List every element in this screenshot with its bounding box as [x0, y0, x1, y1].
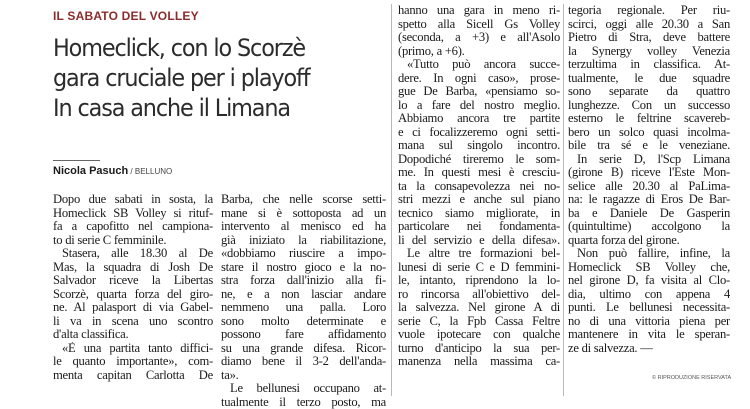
text-line: ta la consapevolezza nei no- — [398, 180, 560, 194]
text-line: Abbiamo ancora tre partite — [398, 112, 560, 126]
text-line: to di serie C femminile. — [53, 234, 213, 248]
copyright-notice: © RIPRODUZIONE RISERVATA — [652, 375, 731, 381]
text-line: Pietro di Stra, deve battere — [568, 31, 730, 45]
text-line: lo a fare del nostro meglio. — [398, 99, 560, 113]
column-separator-2 — [563, 4, 564, 396]
section-kicker: IL SABATO DEL VOLLEY — [53, 9, 199, 23]
text-line: serie C, la Fpb Cassa Feltre — [398, 315, 560, 329]
text-line: (primo, a +6). — [398, 45, 560, 59]
text-line: particolare nei fondamenta- — [398, 220, 560, 234]
text-line: già iniziato la riabilitazione, — [221, 234, 386, 248]
text-line: fa a capofitto nel campiona- — [53, 220, 213, 234]
column-4 — [568, 4, 730, 355]
text-line: (girone B) riceve l'Este Mon- — [568, 166, 730, 180]
column-3 — [398, 4, 560, 369]
headline-line-1: Homeclick, con lo Scorzè — [53, 33, 365, 63]
text-line: «dobbiamo riuscire a impo- — [221, 247, 386, 261]
text-line: me. In questi mesi è cresciu- — [398, 166, 560, 180]
text-line: le quanto importante», com- — [53, 355, 213, 369]
text-line: Stasera, alle 18.30 al De — [53, 247, 213, 261]
text-line: li va in scena uno scontro — [53, 315, 213, 329]
text-line: bile tra sé e le veneziane. — [568, 139, 730, 153]
text-line: Homeclick SB Volley si rituf- — [53, 207, 213, 221]
text-line: d'alta classifica. — [53, 328, 213, 342]
text-line: lunesi di serie C e D femmini- — [398, 261, 560, 275]
text-line: Barba, che nelle scorse setti- — [221, 193, 386, 207]
text-line: «Tutto può ancora succe- — [398, 58, 560, 72]
text-line: Mas, la squadra di Josh De — [53, 261, 213, 275]
text-line: sono molto determinate e — [221, 315, 386, 329]
text-line: e ci focalizzeremo ogni setti- — [398, 126, 560, 140]
author-name: Nicola Pasuch — [53, 165, 128, 177]
text-line: nemmeno una palla. Loro — [221, 301, 386, 315]
byline-rule — [53, 160, 100, 161]
text-line: li del servizio e della difesa». — [398, 234, 560, 248]
text-line: stra forza dall'inizio alla fi- — [221, 274, 386, 288]
text-line: mane si è sottoposta ad un — [221, 207, 386, 221]
text-line: tecnico siamo migliorate, in — [398, 207, 560, 221]
text-line: Le bellunesi occupano at- — [221, 382, 386, 396]
text-line: diamo bene il 3-2 dell'anda- — [221, 355, 386, 369]
text-line: bero un solco quasi incolma- — [568, 126, 730, 140]
text-line: lunghezze. Con un successo — [568, 99, 730, 113]
text-line: (quintultime) accolgono la — [568, 220, 730, 234]
text-line: tualmente, le due squadre — [568, 72, 730, 86]
headline-line-2: gara cruciale per i playoff — [53, 63, 365, 93]
text-line: menta capitan Carlotta De — [53, 369, 213, 383]
text-line: Non può fallire, infine, la — [568, 247, 730, 261]
text-line: su una grande difesa. Ricor- — [221, 342, 386, 356]
text-line: stri mezzi e anche sul piano — [398, 193, 560, 207]
text-line: ta». — [221, 369, 386, 383]
text-line: gue De Barba, «pensiamo so- — [398, 85, 560, 99]
text-line: tualmente il terzo posto, ma — [221, 396, 386, 409]
headline — [53, 33, 365, 123]
text-line: Scorzè, quarta forza del giro- — [53, 288, 213, 302]
text-line: le, intanto, riprendono la lo- — [398, 274, 560, 288]
text-line: stare il nostro gioco e la no- — [221, 261, 386, 275]
byline — [53, 165, 172, 177]
text-line: Le altre tre formazioni bel- — [398, 247, 560, 261]
text-line: mantenere in vita le speran- — [568, 328, 730, 342]
text-line: ro rincorsa all'obiettivo del- — [398, 288, 560, 302]
text-line: ne. Al palasport di via Gabel- — [53, 301, 213, 315]
text-line: sono separate da quattro — [568, 85, 730, 99]
text-line: tegoria regionale. Per riu- — [568, 4, 730, 18]
text-line: Homeclick SB Volley che, — [568, 261, 730, 275]
text-line: quarta forza del girone. — [568, 234, 730, 248]
column-1 — [53, 193, 213, 382]
text-line: nel girone D, fa visita al Clo- — [568, 274, 730, 288]
text-line: Salvador riceve la Libertas — [53, 274, 213, 288]
text-line: la Synergy volley Venezia — [568, 45, 730, 59]
column-separator-1 — [391, 4, 392, 396]
text-line: dia, ultimo con appena 4 — [568, 288, 730, 302]
text-line: terzultima in classifica. At- — [568, 58, 730, 72]
text-line: vuole ipotecare con qualche — [398, 328, 560, 342]
text-line: selice alle 20.30 al PaLima- — [568, 180, 730, 194]
text-line: Dopo due sabati in sosta, la — [53, 193, 213, 207]
text-line: punti. Le bellunesi necessita- — [568, 301, 730, 315]
headline-line-3: In casa anche il Limana — [53, 93, 365, 123]
text-line: Dopodiché tireremo le som- — [398, 153, 560, 167]
text-line: «È una partita tanto diffici- — [53, 342, 213, 356]
text-line: na: le ragazze di Eros De Bar- — [568, 193, 730, 207]
byline-separator: / — [128, 167, 135, 176]
text-line: dere. In ogni caso», prose- — [398, 72, 560, 86]
text-line: intervento al menisco ed ha — [221, 220, 386, 234]
text-line: In serie D, l'Scp Limana — [568, 153, 730, 167]
text-line: ze di salvezza. — — [568, 342, 730, 356]
text-line: hanno una gara in meno ri- — [398, 4, 560, 18]
text-line: possono fare affidamento — [221, 328, 386, 342]
text-line: turno d'anticipo la sua per- — [398, 342, 560, 356]
text-line: la salvezza. Nel girone A di — [398, 301, 560, 315]
text-line: spetto alla Sicell Gs Volley — [398, 18, 560, 32]
text-line: mana sul singolo incontro. — [398, 139, 560, 153]
text-line: ne, e a non lasciar andare — [221, 288, 386, 302]
text-line: scirci, oggi alle 20.30 a San — [568, 18, 730, 32]
text-line: manenza nella massima ca- — [398, 355, 560, 369]
byline-location: BELLUNO — [135, 167, 172, 176]
column-2 — [221, 193, 386, 409]
text-line: esterno le feltrine scavereb- — [568, 112, 730, 126]
text-line: (seconda, a +3) e all'Asolo — [398, 31, 560, 45]
text-line: ba e Daniele De Gasperin — [568, 207, 730, 221]
text-line: no di una vittoria piena per — [568, 315, 730, 329]
